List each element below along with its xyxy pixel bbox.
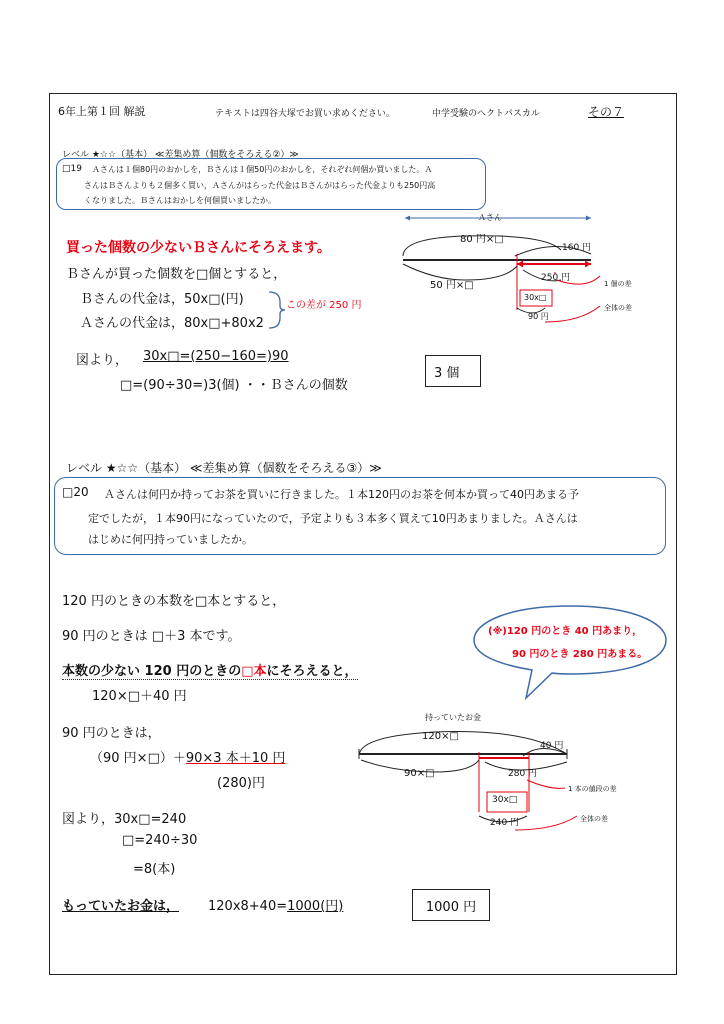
bubble-line2: 90 円のとき 280 円あまる。 bbox=[512, 649, 648, 660]
solution20-line10: =8(本) bbox=[133, 862, 176, 877]
solution19-step1: 30x□=(250−160=)90 bbox=[143, 349, 289, 364]
problem20-level: レベル ★☆☆（基本） ≪差集め算（個数をそろえる③）≫ bbox=[66, 461, 382, 475]
solution20-final bbox=[208, 895, 343, 914]
solution20-line6-a: （90 円×□）＋ bbox=[90, 751, 186, 766]
solution20-line9: □=240÷30 bbox=[122, 833, 198, 848]
diagram20-note2: 全体の差 bbox=[580, 815, 608, 823]
solution20-final-label: もっていたお金は， bbox=[62, 899, 180, 914]
diagram20-extra-label: 40 円 bbox=[540, 741, 564, 751]
header-part: その７ bbox=[588, 105, 625, 119]
solution19-line1: Ｂさんが買った個数を□個とすると， bbox=[66, 267, 287, 282]
diagram20-b-label: 90×□ bbox=[404, 768, 435, 779]
solution19-heading: 買った個数の少ないＢさんにそろえます。 bbox=[66, 240, 331, 256]
solution20-line3 bbox=[62, 660, 358, 680]
problem19-text-line1: Ａさんは１個80円のおかしを，Ｂさんは１個50円のおかしを，それぞれ何個か買いました。Ａ bbox=[92, 165, 433, 174]
solution20-answer-box bbox=[412, 889, 490, 921]
solution19-answer-box bbox=[425, 355, 481, 387]
diagram20-unit-diff: 30x□ bbox=[492, 795, 518, 805]
solution19-line2: Ｂさんの代金は，50x□(円) bbox=[80, 292, 244, 307]
solution19-diff-note: この差が 250 円 bbox=[286, 300, 362, 311]
diagram20-top-label: 持っていたお金 bbox=[425, 713, 481, 722]
diagram19 bbox=[395, 210, 625, 325]
page-title: 6年上第１回 解説 bbox=[58, 105, 146, 118]
diagram19-diff-label: 250 円 bbox=[541, 273, 571, 283]
solution19-step1-label: 図より， bbox=[76, 353, 129, 368]
diagram19-unit-diff: 30x□ bbox=[524, 293, 547, 302]
problem19-text-line2: さんはＢさんよりも２個多く買い，Ａさんがはらった代金はＢさんがはらった代金よりも250円高 bbox=[84, 181, 436, 190]
brace-icon bbox=[266, 290, 288, 330]
diagram19-b-label: 50 円×□ bbox=[430, 280, 474, 291]
header-note: テキストは四谷大塚でお買い求めください。 bbox=[215, 109, 395, 119]
diagram19-note2: 全体の差 bbox=[604, 304, 632, 312]
bubble-line1: (※)120 円のとき 40 円あまり， bbox=[488, 626, 643, 637]
solution19-line3: Ａさんの代金は，80x□+80x2 bbox=[80, 316, 264, 331]
solution20-line8: 図より，30x□=240 bbox=[62, 812, 187, 827]
problem19-number: □19 bbox=[62, 164, 82, 174]
diagram19-a-label: 80 円×□ bbox=[460, 234, 504, 245]
diagram20-total-label: 240 円 bbox=[490, 818, 520, 828]
solution20-final-calc: 120x8+40= bbox=[208, 899, 288, 914]
diagram20-a-label: 120×□ bbox=[422, 731, 459, 742]
solution20-line4: 120×□＋40 円 bbox=[92, 689, 187, 704]
diagram19-top-label: Ａさん bbox=[478, 213, 502, 222]
diagram19-total-label: 90 円 bbox=[528, 312, 549, 321]
header-brand: 中学受験のヘクトパスカル bbox=[432, 109, 540, 119]
solution20-line3-b: □本 bbox=[241, 664, 267, 679]
problem19-text-line3: くなりました。Ｂさんはおかしを何個買いましたか。 bbox=[84, 196, 276, 205]
solution20-line2: 90 円のときは □＋3 本です。 bbox=[62, 629, 241, 644]
diagram20-note1: 1 本の値段の差 bbox=[568, 785, 617, 793]
diagram19-note1: 1 個の差 bbox=[604, 280, 632, 288]
solution20-line1: 120 円のときの本数を□本とすると， bbox=[62, 594, 286, 609]
problem20-text-line1: Ａさんは何円か持ってお茶を買いに行きました。１本120円のお茶を何本か買って40円あまる予 bbox=[104, 488, 579, 501]
problem20-text-line2: 定でしたが，１本90円になっていたので，予定よりも３本多く買えて10円あまりました。Ａさんは bbox=[88, 512, 578, 525]
solution20-line3-c: にそろえると， bbox=[266, 664, 358, 679]
diagram20-diff-label: 280 円 bbox=[508, 769, 538, 779]
solution20-line7: (280)円 bbox=[217, 776, 265, 791]
solution20-line5: 90 円のときは， bbox=[62, 726, 161, 741]
solution20-line3-a: 本数の少ない 120 円のときの bbox=[62, 664, 242, 679]
diagram19-extra-label: 160 円 bbox=[562, 243, 592, 253]
problem20-text-line3: はじめに何円持っていましたか。 bbox=[88, 533, 253, 546]
problem19-level: レベル ★☆☆（基本） ≪差集め算（個数をそろえる②）≫ bbox=[62, 150, 299, 160]
problem20-number: □20 bbox=[62, 485, 89, 499]
solution19-answer: 3 個 bbox=[434, 365, 460, 381]
solution20-final-value: 1000(円) bbox=[287, 899, 344, 914]
solution20-answer: 1000 円 bbox=[425, 899, 477, 915]
solution20-line6-b: 90×3 本＋10 円 bbox=[185, 751, 286, 766]
solution20-line6 bbox=[90, 747, 285, 766]
solution19-step2: □=(90÷30=)3(個) ・・Ｂさんの個数 bbox=[120, 378, 348, 393]
diagram20 bbox=[355, 712, 605, 837]
